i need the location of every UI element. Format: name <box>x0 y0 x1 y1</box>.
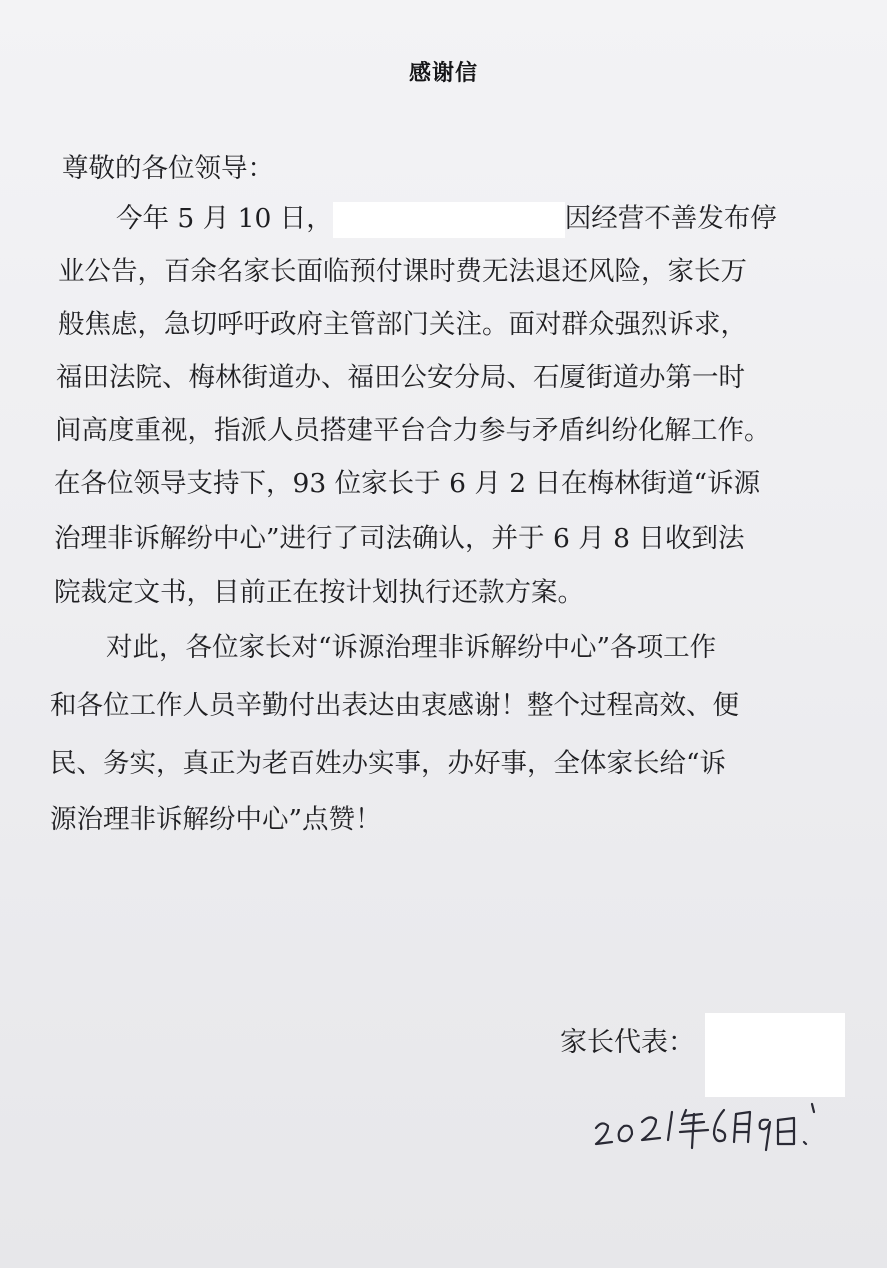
handwritten-date <box>590 1098 820 1168</box>
paragraph-1-line-3: 般焦虑，急切呼吁政府主管部门关注。面对群众强烈诉求， <box>58 309 747 340</box>
paragraph-1-line-1 <box>116 201 777 238</box>
letter-title: 感谢信 <box>408 60 478 86</box>
paragraph-2-line-4: 源治理非诉解纷中心”点赞！ <box>50 804 382 835</box>
paragraph-2-line-3: 民、务实，真正为老百姓办实事，办好事，全体家长给“诉 <box>50 748 727 779</box>
greeting: 尊敬的各位领导： <box>62 153 274 184</box>
paragraph-1-line-7: 治理非诉解纷中心”进行了司法确认，并于 6 月 8 日收到法 <box>54 523 745 554</box>
paragraph-1-line-2: 业公告，百余名家长面临预付课时费无法退还风险，家长万 <box>58 256 747 287</box>
redaction-box <box>333 202 565 238</box>
signature-label: 家长代表： <box>560 1027 695 1058</box>
signature-redaction-box <box>705 1013 845 1097</box>
paragraph-1-line-5: 间高度重视，指派人员搭建平台合力参与矛盾纠纷化解工作。 <box>55 415 771 446</box>
paragraph-2-line-2: 和各位工作人员辛勤付出表达由衷感谢！整个过程高效、便 <box>50 690 739 721</box>
paragraph-1-line-1-end: 因经营不善发布停 <box>564 203 777 234</box>
paragraph-1-line-4: 福田法院、梅林街道办、福田公安分局、石厦街道办第一时 <box>56 362 745 393</box>
paragraph-1-line-1-start: 今年 5 月 10 日， <box>116 203 333 234</box>
paragraph-2-line-1: 对此，各位家长对“诉源治理非诉解纷中心”各项工作 <box>106 632 717 663</box>
paragraph-1-line-6: 在各位领导支持下，93 位家长于 6 月 2 日在梅林街道“诉源 <box>54 468 761 499</box>
paragraph-1-line-8: 院裁定文书，目前正在按计划执行还款方案。 <box>54 577 584 608</box>
